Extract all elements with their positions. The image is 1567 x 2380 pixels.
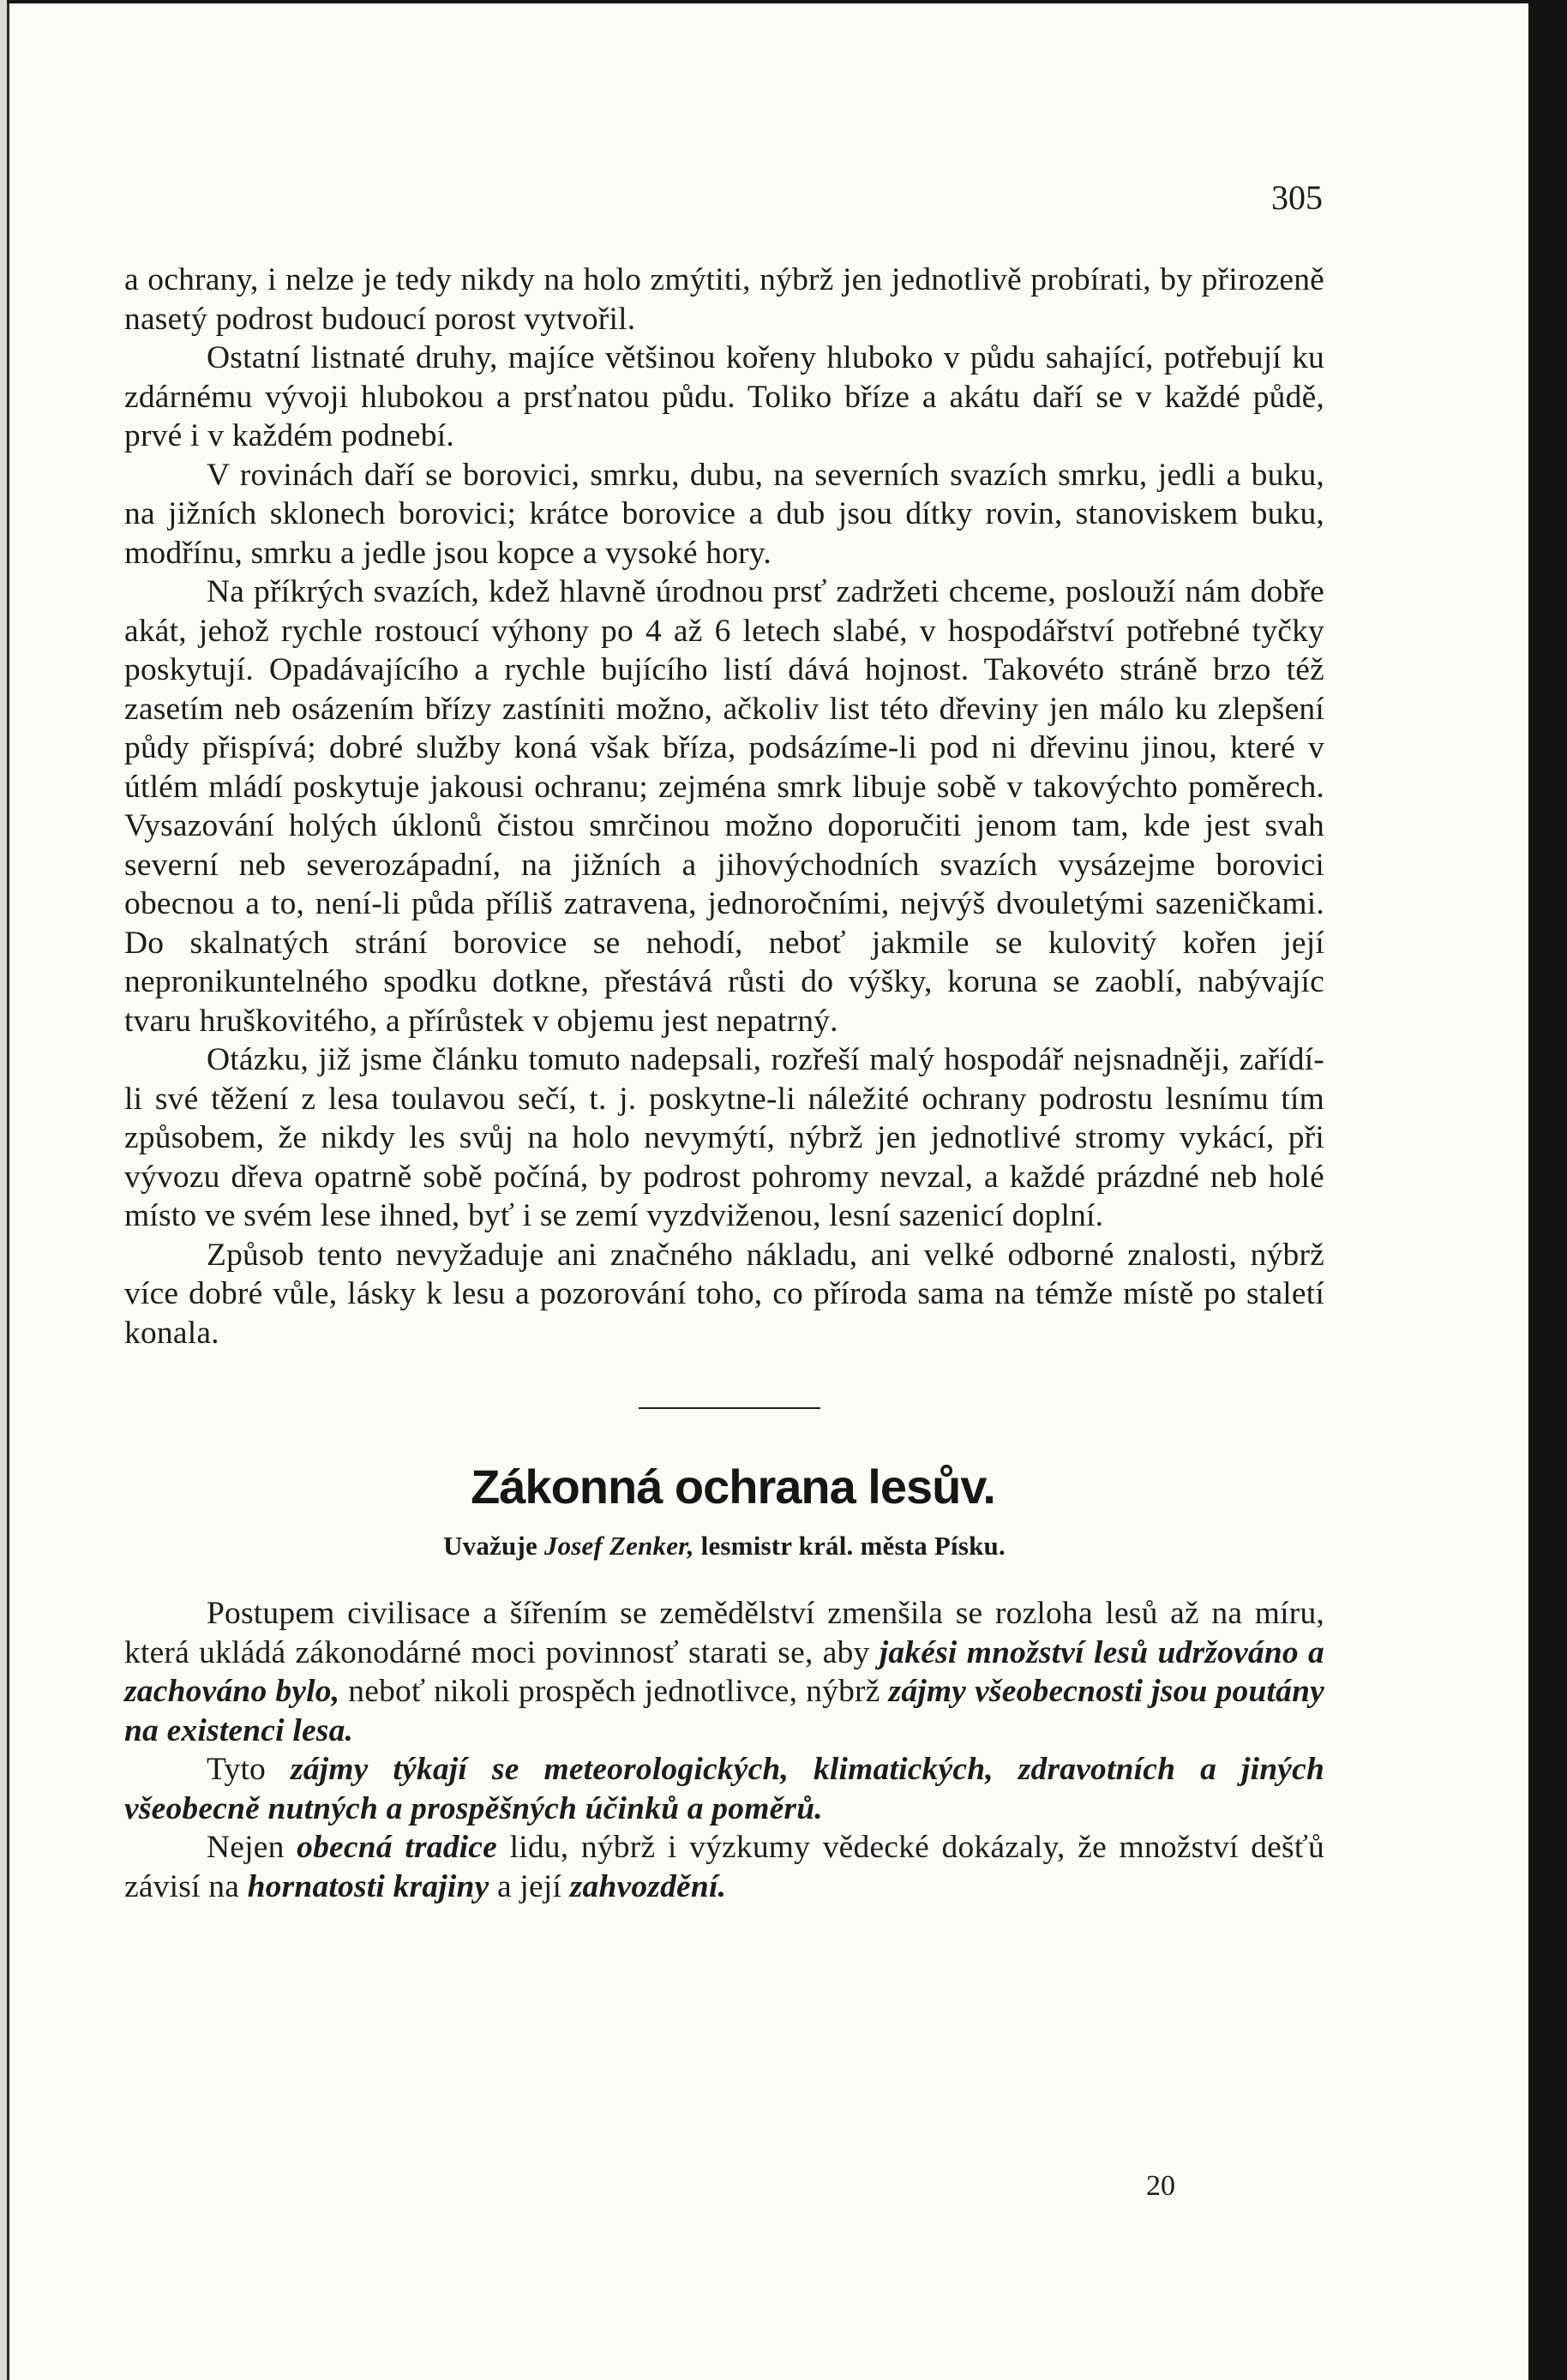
emphasis-text: zahvozdění. — [569, 1868, 727, 1904]
emphasis-text: jakési množství lesů udržováno a zachováno bylo, — [124, 1634, 1324, 1709]
body-text: Nejen — [207, 1830, 297, 1865]
scanned-page — [7, 3, 1528, 2380]
binding-edge — [0, 0, 7, 2380]
text-body — [124, 261, 1324, 1906]
paragraph: a ochrany, i nelze je tedy nikdy na holo zmýtiti, nýbrž jen jednotlivě probírati, by přirozeně nasetý podrost budoucí porost vytvořil. — [124, 262, 1324, 337]
paragraph: Způsob tento nevyžaduje ani značného nákladu, ani velké odborné znalosti, nýbrž více dobré vůle, lásky k lesu a pozorování toho, co příroda sama na témže místě po staletí konala. — [124, 1237, 1324, 1351]
paragraph — [124, 1828, 1324, 1906]
paragraph — [124, 1750, 1324, 1828]
paragraph — [124, 1594, 1324, 1750]
sheet-signature-number: 20 — [1146, 2170, 1175, 2202]
body-text: Tyto — [207, 1752, 291, 1787]
emphasis-text: zájmy všeobecnosti jsou poutány na existenci lesa. — [124, 1674, 1324, 1748]
emphasis-text: zájmy týkají se meteorologických, klimatických, zdravotních a jiných všeobecně nutných a prospěšných účinků a poměrů. — [124, 1752, 1324, 1826]
section-divider — [124, 1352, 1324, 1459]
article-title: Zákonná ochrana lesův. — [471, 1460, 995, 1514]
emphasis-text: obecná tradice — [297, 1830, 497, 1865]
page-number: 305 — [1271, 178, 1323, 217]
paragraph: Otázku, již jsme článku tomuto nadepsali, rozřeší malý hospodář nejsnadněji, zařídí-li své těžení z lesa toulavou sečí, t. j. poskytne-li náležité ochrany podrostu lesnímu tím způsobem, že nikdy les svůj na holo nevymýtí, nýbrž jen jednotlivé stromy vykácí, při vývozu dřeva opatrně sobě počíná, by podrost pohromy nevzal, a každé prázdné neb holé místo ve svém lese ihned, byť i se zemí vyzdviženou, lesní sazenicí doplní. — [124, 1042, 1324, 1233]
paragraph: Na příkrých svazích, kdež hlavně úrodnou prsť zadržeti chceme, poslouží nám dobře akát, jehož rychle rostoucí výhony po 4 až 6 letech slabé, v hospodářství potřebné tyčky poskytují. Opadávajícího a rychle bujícího listí dává hojnost. Takovéto stráně brzo též zasetím neb osázením břízy zastíniti možno, ačkoliv list této dřeviny jen málo ku zlepšení půdy přispívá; dobré služby koná však bříza, podsázíme-li pod ni dřevinu jinou, které v útlém mládí poskytuje jakousi ochranu; zejména smrk libuje sobě v takovýchto poměrech. Vysazování holých úklonů čistou smrčinou možno doporučiti jenom tam, kde jest svah severní neb severozápadní, na jižních a jihovýchodních svazích vysázejme borovici obecnou a to, není-li půda příliš zatravena, jednoročními, nejvýš dvouletými sazeničkami. Do skalnatých strání borovice se nehodí, neboť jakmile se kulovitý kořen její nepronikuntelného spodku dotkne, přestává růsti do výšky, koruna se zaoblí, nabývajíc tvaru hruškovitého, a přírůstek v objemu jest nepatrný. — [124, 574, 1324, 1039]
emphasis-text: hornatosti krajiny — [247, 1868, 489, 1904]
body-text: Postupem civilisace a šířením se zemědělství zmenšila se rozloha lesů až na míru, která ukládá zákonodárné moci povinnosť starati se, aby — [124, 1596, 1324, 1670]
body-text: lidu, nýbrž i výzkumy vědecké dokázaly, že množství dešťů závisí na — [124, 1830, 1324, 1904]
divider-rule — [639, 1407, 820, 1409]
paragraph: Ostatní listnaté druhy, majíce většinou kořeny hluboko v půdu sahající, potřebují ku zdárnému vývoji hlubokou a prsťnatou půdu. Toliko bříze a akátu daří se v každé půdě, prvé i v každém podnebí. — [124, 340, 1324, 453]
body-text: a její — [489, 1868, 570, 1904]
byline — [124, 1529, 1324, 1563]
author-name: Josef Zenker, — [543, 1531, 694, 1561]
paragraph: V rovinách daří se borovici, smrku, dubu, na severních svazích smrku, jedli a buku, na jižních sklonech borovici; krátce borovice a dub jsou dítky rovin, stanoviskem buku, modřínu, smrku a jedle jsou kopce a vysoké hory. — [124, 457, 1324, 571]
body-text: neboť nikoli prospěch jednotlivce, nýbrž — [339, 1674, 889, 1709]
byline-prefix: Uvažuje — [443, 1531, 537, 1561]
author-title: lesmistr král. města Písku. — [700, 1531, 1006, 1561]
